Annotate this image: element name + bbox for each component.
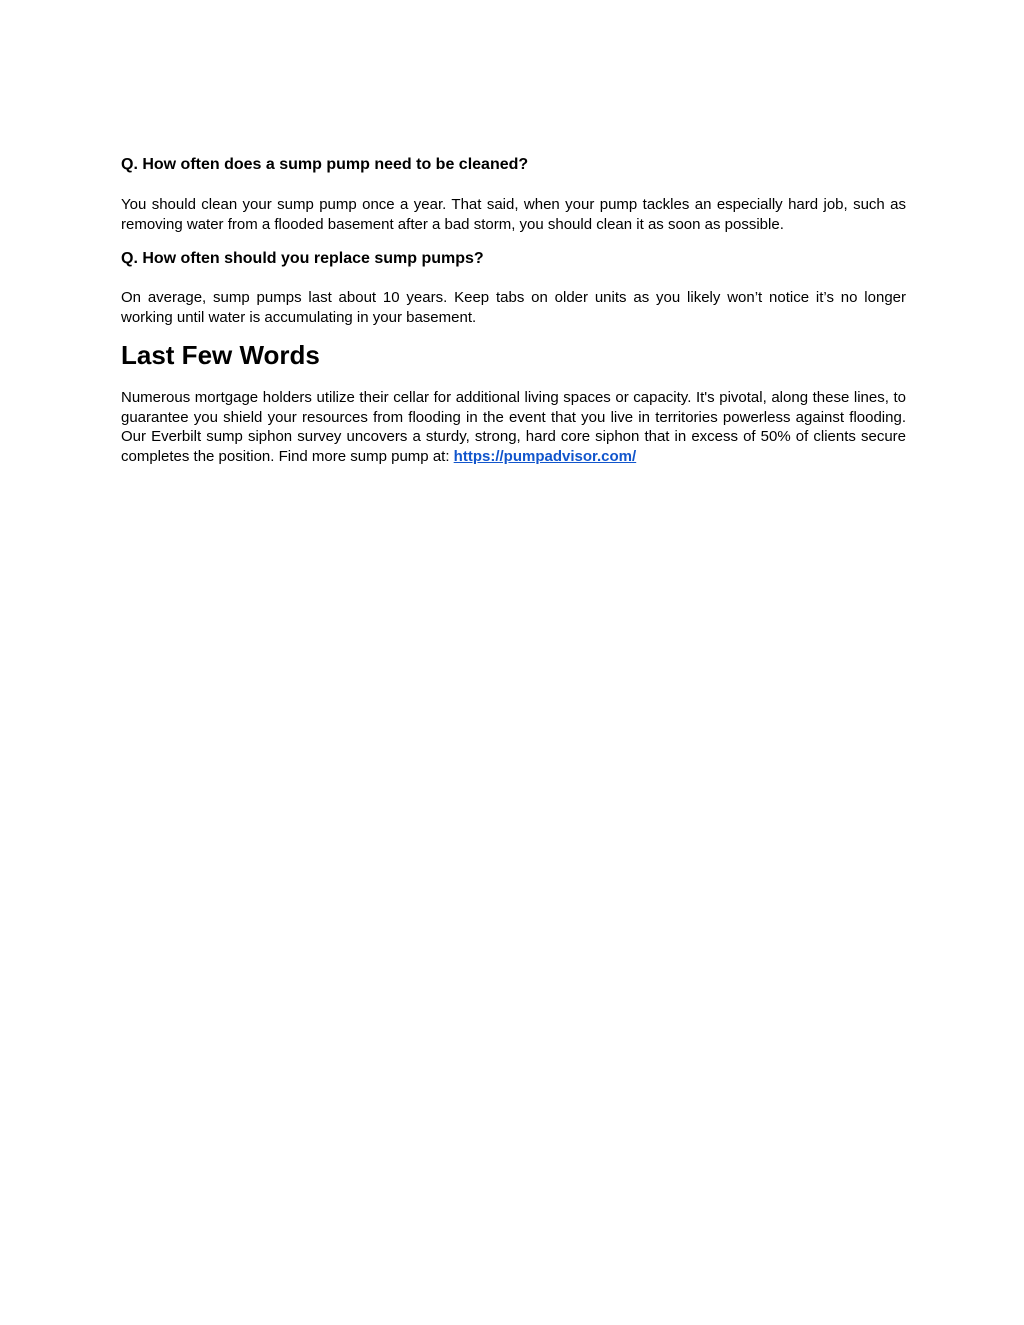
faq-question-cleaning: Q. How often does a sump pump need to be cleaned?: [121, 156, 529, 173]
pumpadvisor-link[interactable]: https://pumpadvisor.com/: [453, 447, 637, 465]
section-heading-last-few-words: Last Few Words: [121, 340, 320, 370]
conclusion-paragraph: [121, 388, 906, 466]
faq-question-replace: Q. How often should you replace sump pumps?: [121, 250, 484, 267]
conclusion-body-text: Numerous mortgage holders utilize their cellar for additional living spaces or capacity. It's pivotal, along these lines, to guarantee you shield your resources from flooding in the event that you live in territories powerless against flooding. Our Everbilt sump siphon survey uncovers a sturdy, strong, hard core siphon that in excess of 50% of clients secure completes the position. Find more sump pump at:: [121, 389, 906, 465]
faq-answer-replace: On average, sump pumps last about 10 years. Keep tabs on older units as you likely won’t notice it’s no longer working until water is accumulating in your basement.: [121, 289, 906, 326]
document-page: [121, 155, 906, 466]
faq-answer-cleaning: You should clean your sump pump once a year. That said, when your pump tackles an especially hard job, such as removing water from a flooded basement after a bad storm, you should clean it as soon as possible.: [121, 196, 906, 233]
